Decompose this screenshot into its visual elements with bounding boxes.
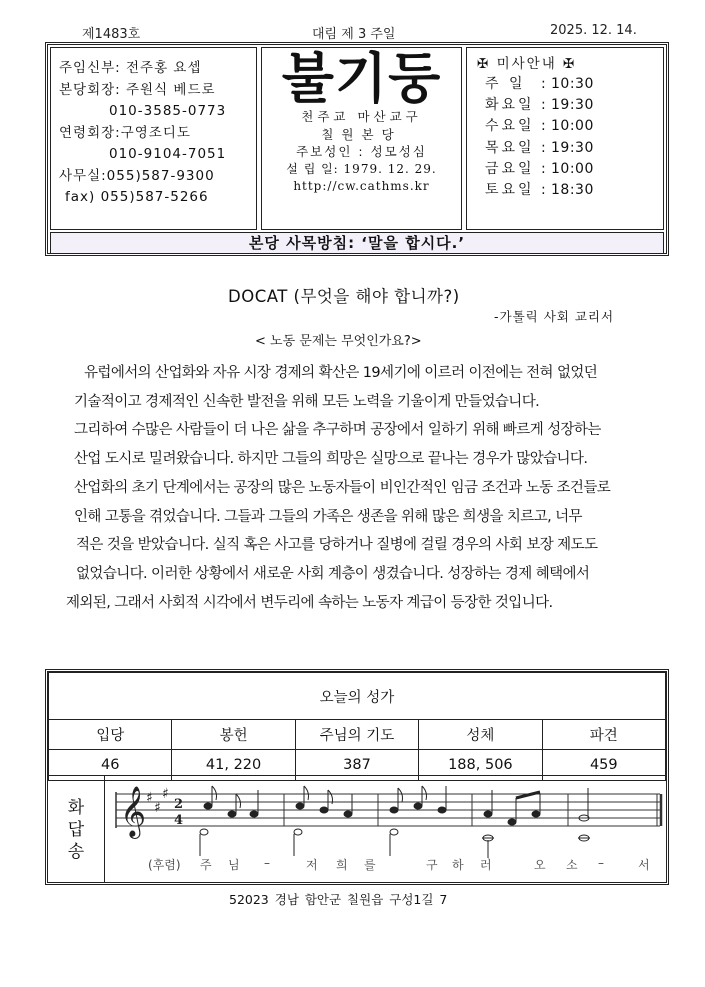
hymn-number: 387 xyxy=(295,750,418,781)
article-line: 인해 고통을 겪었습니다. 그들과 그들의 가족은 생존을 위해 많은 희생을 치르고, 너무 xyxy=(74,508,582,525)
parish-address: 52023 경남 함안군 칠원읍 구성1길 7 xyxy=(229,892,448,907)
mass-time-row xyxy=(467,116,663,137)
hymn-table-title: 오늘의 성가 xyxy=(49,673,666,720)
diocese-name: 천주교 마산교구 xyxy=(301,109,422,124)
lyric-syllable: 를 xyxy=(364,858,376,872)
lyric-syllable: 구 xyxy=(426,858,438,872)
lyric-syllable: 하 xyxy=(452,858,464,872)
mass-separator: : xyxy=(541,160,546,177)
mass-day: 토요일 xyxy=(485,182,535,199)
mass-time: 18:30 xyxy=(551,182,594,199)
article-line: 제외된, 그래서 사회적 시각에서 변두리에 속하는 노동자 계급이 등장한 것입니다. xyxy=(66,594,553,611)
bulletin-header xyxy=(45,42,669,256)
lyric-syllable: – xyxy=(264,856,270,870)
hymn-number: 459 xyxy=(542,750,665,781)
article-line: 유럽에서의 산업화와 자유 시장 경제의 확산은 19세기에 이르러 이전에는 전혀 없었던 xyxy=(84,365,598,381)
responsorial-psalm xyxy=(48,775,666,884)
lyric-syllable: 님 xyxy=(228,858,240,872)
liturgical-day: 대림 제 3 주일 xyxy=(312,27,396,42)
lyric-syllable: 희 xyxy=(336,858,348,872)
svg-text:2: 2 xyxy=(174,797,184,812)
article-line: 없었습니다. 이러한 상황에서 새로운 사회 계층이 생겼습니다. 성장하는 경제 혜택에서 xyxy=(76,565,590,582)
lyric-syllable: (후렴) xyxy=(148,858,181,872)
staff-line: 010-3585-0773 xyxy=(109,103,227,119)
mass-time: 19:30 xyxy=(551,97,594,114)
mass-day: 화요일 xyxy=(485,97,535,114)
bulletin-title: 불기둥 xyxy=(281,47,442,110)
svg-text:𝄞: 𝄞 xyxy=(120,786,147,837)
article-line: 산업화의 초기 단계에서는 공장의 많은 노동자들이 비인간적인 임금 조건과 노동 조건들로 xyxy=(74,479,611,496)
staff-list xyxy=(51,58,256,209)
hymn-column-header: 파견 xyxy=(542,720,665,750)
psalm-label-char: 화 xyxy=(67,797,85,818)
psalm-label-char: 답 xyxy=(67,819,85,840)
music-staff-icon xyxy=(108,778,664,882)
hymn-column-header: 입당 xyxy=(49,720,172,750)
pastoral-motto: 본당 사목방침: ‘말을 합시다.’ xyxy=(50,232,664,254)
svg-text:♯: ♯ xyxy=(154,800,161,816)
patron-saint: 주보성인 : 성모성심 xyxy=(296,144,427,159)
mass-day: 주 일 xyxy=(485,76,526,92)
svg-text:♯: ♯ xyxy=(146,790,153,806)
mass-separator: : xyxy=(541,118,546,135)
mass-day: 목요일 xyxy=(485,139,535,156)
lyric-syllable: 소 xyxy=(566,858,578,872)
mass-separator: : xyxy=(541,76,546,92)
article-line: 기술적이고 경제적인 신속한 발전을 위해 모든 노력을 기울이게 만들었습니다. xyxy=(74,393,540,410)
mass-time-row xyxy=(467,138,663,159)
article-subtitle: < 노동 문제는 무엇인가요?> xyxy=(255,334,422,349)
parish-masthead xyxy=(261,47,462,230)
hymn-table xyxy=(45,669,669,885)
mass-schedule-title: ✠ 미사안내 ✠ xyxy=(477,56,577,72)
psalm-score xyxy=(108,778,664,882)
hymn-number: 41, 220 xyxy=(172,750,295,781)
parish-name: 칠원본당 xyxy=(321,126,402,142)
article-line: 산업 도시로 밀려왔습니다. 하지만 그들의 희망은 실망으로 끝나는 경우가 많았습니다. xyxy=(74,451,588,468)
staff-line: 연령회장:구영조디도 xyxy=(59,124,191,141)
mass-separator: : xyxy=(541,97,546,114)
mass-day: 수요일 xyxy=(485,118,535,135)
staff-line: 주임신부: 전주홍 요셉 xyxy=(59,60,202,76)
mass-time: 19:30 xyxy=(551,139,594,156)
hymn-number: 188, 506 xyxy=(419,750,542,781)
lyric-syllable: – xyxy=(598,856,604,870)
staff-line: 본당회장: 주원식 베드로 xyxy=(59,81,216,98)
mass-time-row xyxy=(467,180,663,201)
mass-time-row xyxy=(467,95,663,116)
mass-time: 10:30 xyxy=(551,76,594,92)
website-link[interactable]: http://cw.cathms.kr xyxy=(293,179,430,193)
hymn-column-header: 봉헌 xyxy=(172,720,295,750)
bulletin-date: 2025. 12. 14. xyxy=(550,23,637,38)
mass-day: 금요일 xyxy=(485,160,535,177)
mass-time: 10:00 xyxy=(551,160,594,177)
staff-line: 사무실:055)587-9300 xyxy=(59,167,215,184)
staff-line: fax) 055)587-5266 xyxy=(65,189,209,205)
lyric-syllable: 러 xyxy=(480,858,492,872)
mass-time-row xyxy=(467,159,663,180)
article-source: -가톨릭 사회 교리서 xyxy=(494,309,615,324)
mass-time: 10:00 xyxy=(551,118,594,135)
article-title: DOCAT (무엇을 해야 합니까?) xyxy=(228,287,460,306)
staff-line: 010-9104-7051 xyxy=(109,146,227,162)
mass-schedule xyxy=(466,47,664,230)
staff-contacts xyxy=(50,47,257,230)
hymn-number: 46 xyxy=(49,750,172,781)
lyric-syllable: 오 xyxy=(534,858,546,872)
founding-date: 설 립 일: 1979. 12. 29. xyxy=(286,161,437,176)
psalm-label xyxy=(48,776,105,883)
psalm-label-char: 송 xyxy=(67,841,85,862)
issue-number: 제1483호 xyxy=(82,27,141,42)
svg-text:4: 4 xyxy=(174,813,184,828)
mass-times-list xyxy=(467,74,663,201)
hymn-column-header: 주님의 기도 xyxy=(295,720,418,750)
svg-text:♯: ♯ xyxy=(162,786,169,802)
hymn-column-header: 성체 xyxy=(419,720,542,750)
mass-separator: : xyxy=(541,182,546,199)
article-line: 그리하여 수많은 사람들이 더 나은 삶을 추구하며 공장에서 일하기 위해 빠르게 성장하는 xyxy=(74,422,601,439)
lyric-syllable: 주 xyxy=(200,858,212,872)
article-line: 적은 것을 받았습니다. 실직 혹은 사고를 당하거나 질병에 걸릴 경우의 사회 보장 제도도 xyxy=(76,537,598,554)
lyric-syllable: 저 xyxy=(306,858,318,872)
lyric-syllable: 서 xyxy=(638,858,650,872)
mass-time-row xyxy=(467,74,663,95)
mass-separator: : xyxy=(541,139,546,156)
